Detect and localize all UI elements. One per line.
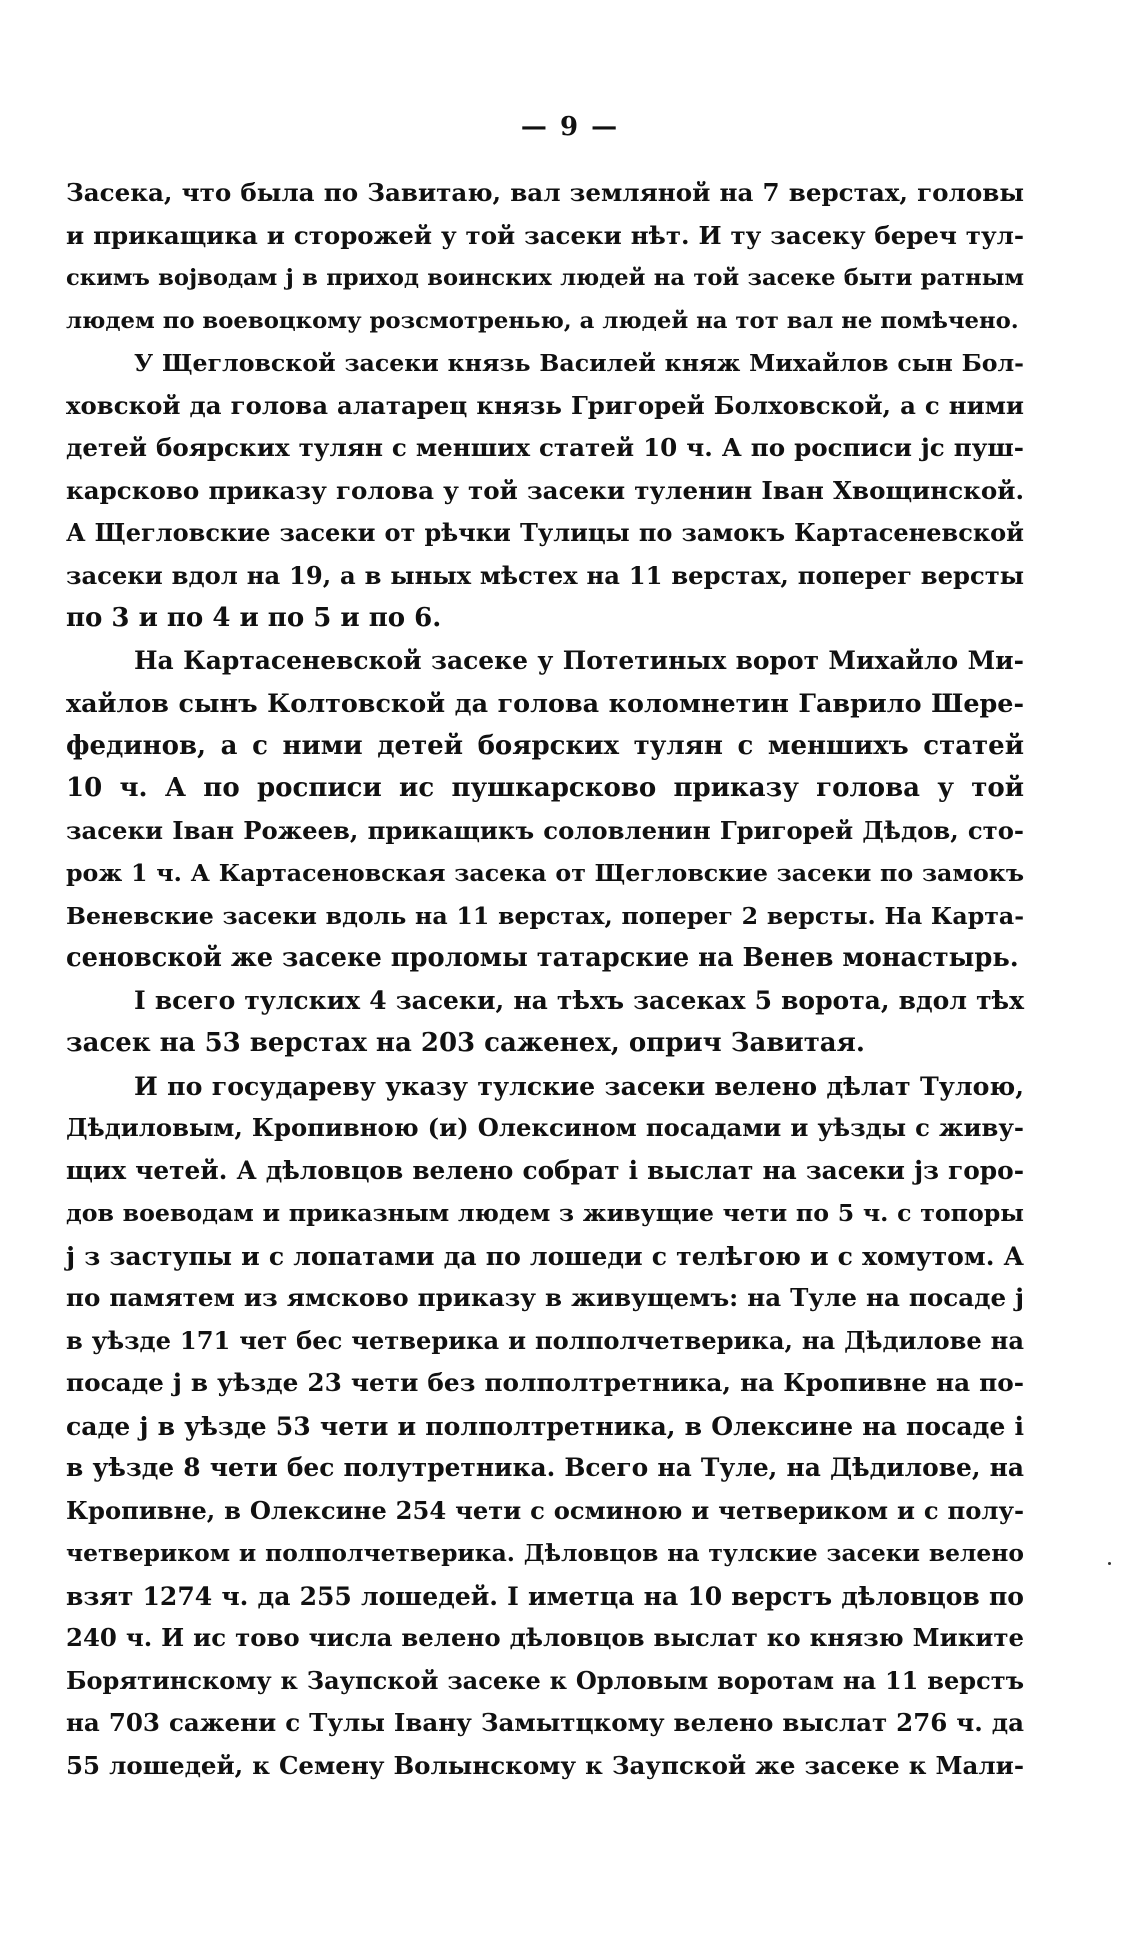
- text-line: Кропивне, в Олексине 254 чети с осминою и четвериком и с полу-: [66, 1495, 1024, 1525]
- text-line: саде j в уѣзде 53 чети и полполтретника, в Олексине на посаде і: [66, 1410, 1024, 1441]
- text-line: 10 ч. А по росписи ис пушкарсково приказу голова у той: [66, 773, 1024, 803]
- text-line: взят 1274 ч. да 255 лошедей. І иметца на 10 верстъ дѣловцов по: [66, 1580, 1024, 1611]
- text-line: дов воеводам и приказным людем з живущие чети по 5 ч. с топоры: [66, 1199, 1024, 1227]
- text-line: 55 лошедей, к Семену Волынскому к Заупской же засеке к Мали-: [66, 1750, 1024, 1780]
- text-line: А Щегловские засеки от рѣчки Тулицы по замокъ Картасеневской: [66, 518, 1024, 547]
- text-line: хайлов сынъ Колтовской да голова коломнетин Гаврило Шере-: [66, 688, 1024, 718]
- text-line: сеновской же засеке проломы татарские на Венев монастырь.: [66, 943, 1019, 973]
- text-line: У Щегловской засеки князь Василей княж Михайлов сын Бол-: [134, 349, 1024, 377]
- text-line: ховской да голова алатарец князь Григорей Болховской, а с ними: [66, 390, 1024, 420]
- paragraph-2: [66, 342, 1024, 640]
- text-line: На Картасеневской засеке у Потетиных ворот Михайло Ми-: [134, 645, 1024, 675]
- text-line: рож 1 ч. А Картасеновская засека от Щегловские засеки по замокъ: [66, 859, 1024, 887]
- text-line: Засека, что была по Завитаю, вал земляной на 7 верстах, головы: [66, 178, 1024, 207]
- paragraph-5: [66, 1065, 1024, 1788]
- text-line: засеки вдол на 19, а в ыных мѣстех на 11 верстах, поперег версты: [66, 560, 1024, 590]
- paragraph-1: [66, 172, 1024, 342]
- text-line: Дѣдиловым, Кропивною (и) Олексином посадами и уѣзды с живу-: [66, 1113, 1024, 1142]
- text-line: щих четей. А дѣловцов велено собрат і выслат на засеки јз горо-: [66, 1155, 1024, 1185]
- page-number: — 9 —: [520, 112, 620, 142]
- text-line: j з заступы и с лопатами да по лошеди с телѣгою и с хомутом. А: [66, 1240, 1024, 1271]
- text-line: Веневские засеки вдоль на 11 верстах, поперег 2 версты. На Карта-: [66, 901, 1024, 930]
- text-body: [66, 172, 1024, 1787]
- paragraph-3: [66, 640, 1024, 980]
- text-line: І всего тулских 4 засеки, на тѣхъ засеках 5 ворота, вдол тѣх: [134, 985, 1024, 1015]
- text-line: фединов, а с ними детей боярских тулян с меншихъ статей: [66, 730, 1024, 761]
- text-line: по памятем из ямсково приказу в живущемъ: на Туле на посаде j: [66, 1283, 1024, 1312]
- text-line: Борятинскому к Заупской засеке к Орловым воротам на 11 верстъ: [66, 1665, 1024, 1695]
- text-line: четвериком и полполчетверика. Дѣловцов на тулские засеки велено: [66, 1539, 1024, 1567]
- text-line: карсково приказу голова у той засеки туленин Іван Хвощинской.: [66, 475, 1024, 505]
- text-line: по 3 и по 4 и по 5 и по 6.: [66, 603, 442, 633]
- text-line: скимъ воjводам j в приход воинских людей на той засеке быти ратным: [66, 265, 1024, 291]
- paragraph-4: [66, 980, 1024, 1065]
- text-line: в уѣзде 171 чет бес четверика и полполчетверика, на Дѣдилове на: [66, 1325, 1024, 1355]
- text-line: в уѣзде 8 чети бес полутретника. Всего на Туле, на Дѣдилове, на: [66, 1453, 1024, 1482]
- text-line: засеки Іван Рожеев, прикащикъ соловленин Григорей Дѣдов, сто-: [66, 815, 1024, 845]
- text-line: И по государеву указу тулские засеки велено дѣлат Тулою,: [134, 1070, 1024, 1101]
- text-line: детей боярских тулян с меншиx статей 10 ч. А по росписи јс пуш-: [66, 433, 1024, 462]
- text-line: на 703 сажени с Тулы Івану Замытцкому велено выслат 276 ч. да: [66, 1708, 1024, 1737]
- scan-speck: [1108, 1562, 1111, 1565]
- text-line: 240 ч. И ис тово числа велено дѣловцов выслат ко князю Миките: [66, 1623, 1024, 1652]
- text-line: людем по воевоцкому розсмотренью, а людей на тот вал не помѣчено.: [66, 307, 1019, 334]
- text-line: и прикащика и сторожей у той засеки нѣт. И ту засеку береч тул-: [66, 220, 1024, 250]
- text-line: посаде j в уѣзде 23 чети без полполтретника, на Кропивне на по-: [66, 1368, 1024, 1397]
- text-line: засек на 53 верстах на 203 саженех, оприч Завитая.: [66, 1028, 865, 1058]
